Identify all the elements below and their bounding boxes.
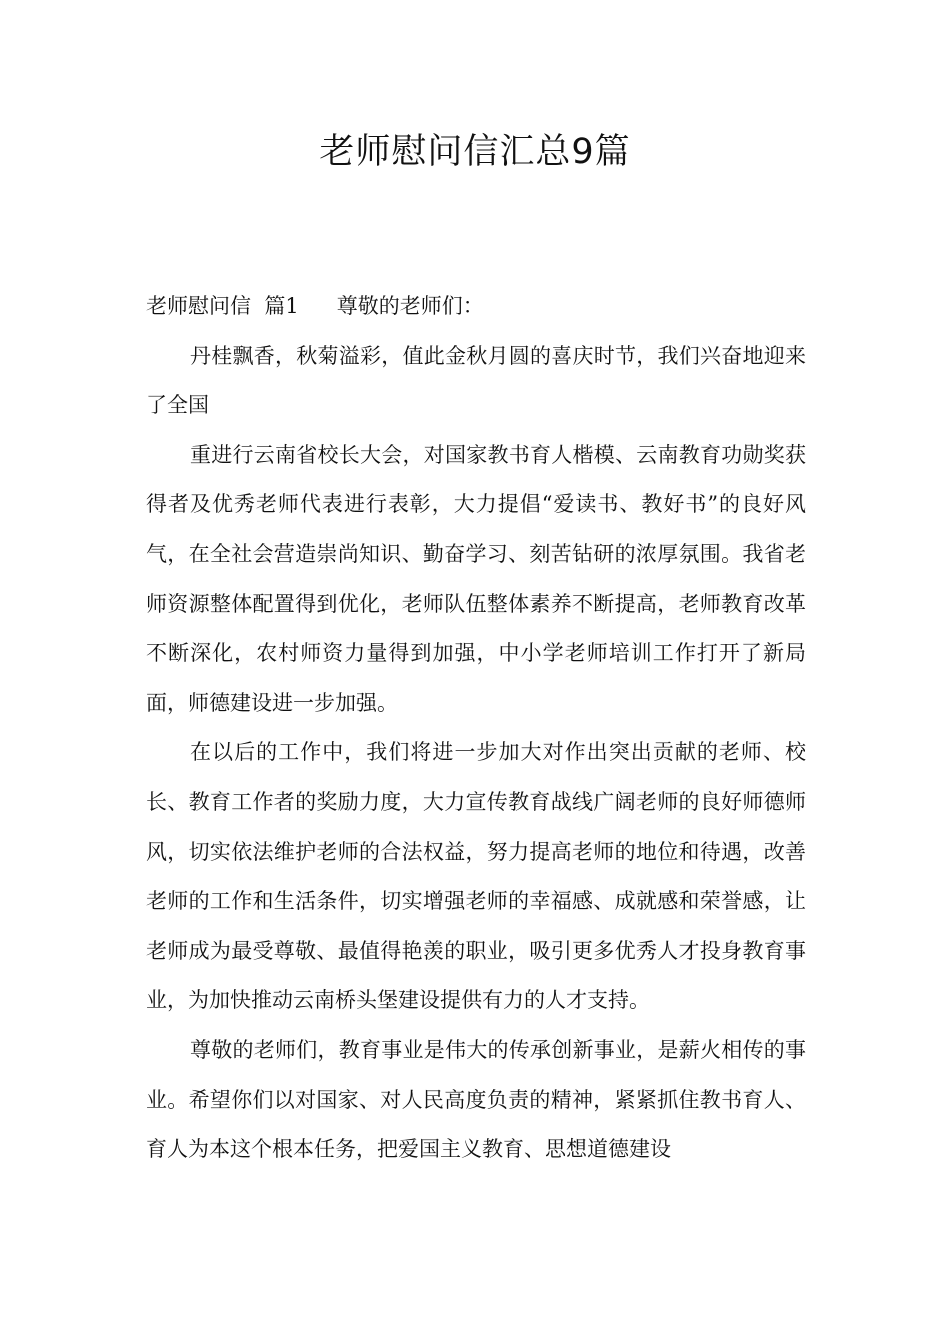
section-heading-line — [146, 282, 806, 332]
document-title: 老师慰问信汇总9篇 — [319, 132, 631, 172]
paragraph: 重进行云南省校长大会，对国家教书育人楷模、云南教育功勋奖获得者及优秀老师代表进行表彰，大力提倡“爱读书、教好书”的良好风气，在全社会营造崇尚知识、勤奋学习、刻苦钻研的浓厚氛围。我省老师资源整体配置得到优化，老师队伍整体素养不断提高，老师教育改革不断深化，农村师资力量得到加强，中小学老师培训工作打开了新局面，师德建设进一步加强。 — [146, 442, 806, 715]
salutation: 尊敬的老师们： — [336, 294, 484, 318]
section-heading: 老师慰问信 篇1 — [146, 294, 299, 318]
paragraph: 尊敬的老师们，教育事业是伟大的传承创新事业，是薪火相传的事业。希望你们以对国家、对人民高度负责的精神，紧紧抓住教书育人、育人为本这个根本任务，把爱国主义教育、思想道德建设 — [146, 1037, 806, 1162]
document-body — [146, 282, 806, 1175]
paragraph: 在以后的工作中，我们将进一步加大对作出突出贡献的老师、校长、教育工作者的奖励力度，大力宣传教育战线广阔老师的良好师德师风，切实依法维护老师的合法权益，努力提高老师的地位和待遇，改善老师的工作和生活条件，切实增强老师的幸福感、成就感和荣誉感，让老师成为最受尊敬、最值得艳羡的职业，吸引更多优秀人才投身教育事业，为加快推动云南桥头堡建设提供有力的人才支持。 — [146, 740, 806, 1013]
paragraph: 丹桂飘香，秋菊溢彩，值此金秋月圆的喜庆时节，我们兴奋地迎来了全国 — [146, 343, 806, 418]
